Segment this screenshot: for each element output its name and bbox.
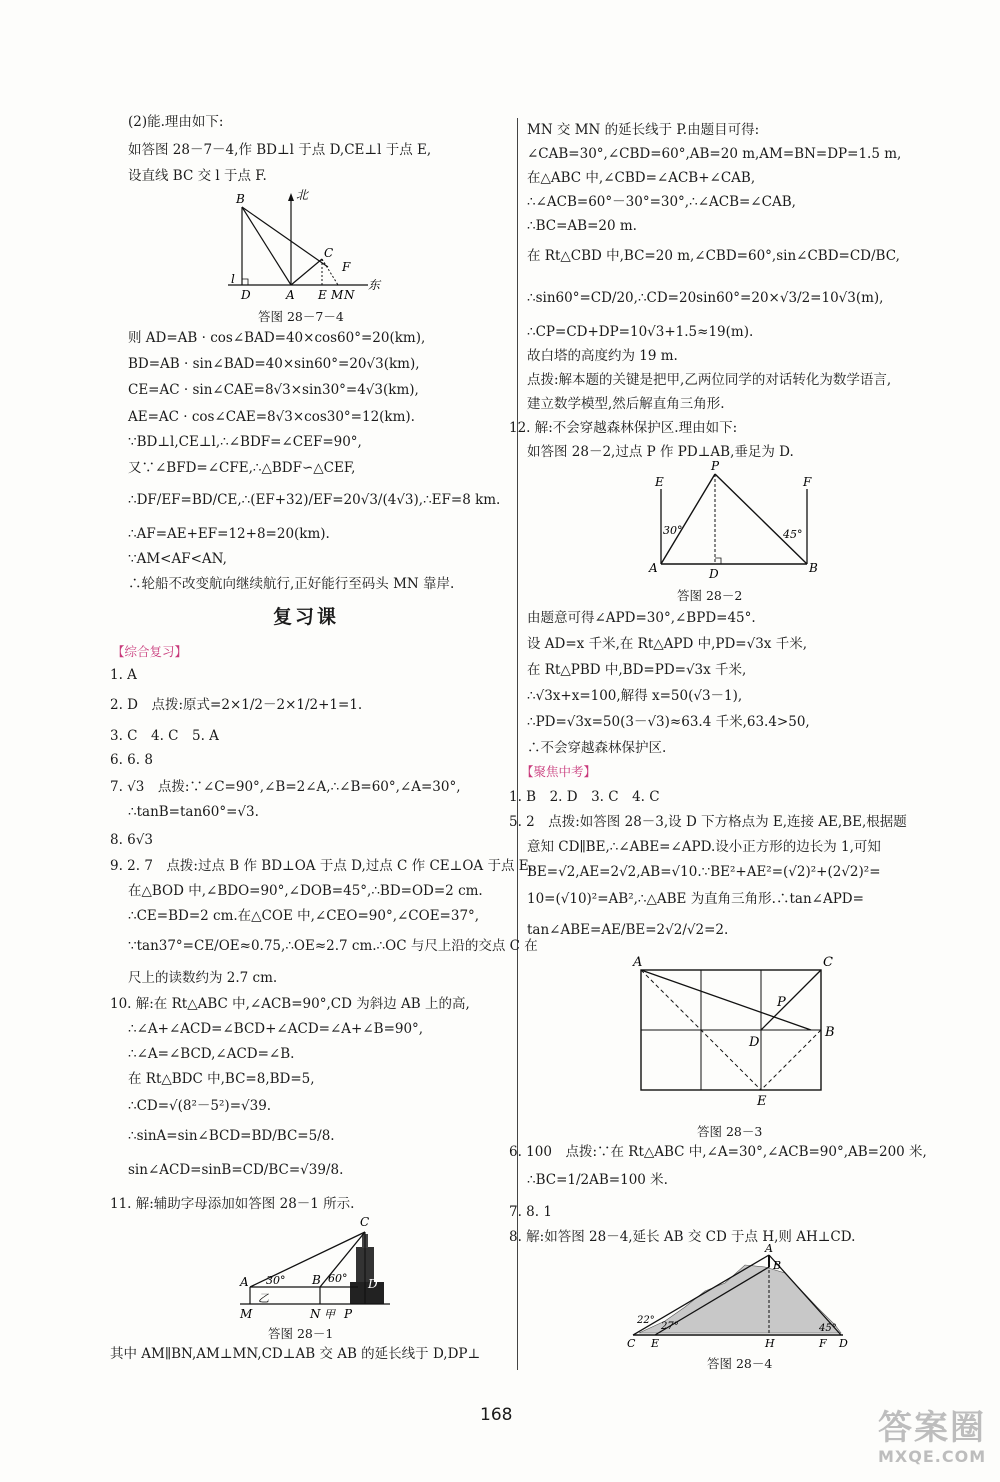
label-text: E xyxy=(757,1094,767,1109)
answer-line: 5. 2 点拨:如答图 28－3,设 D 下方格点为 E,连接 AE,BE,根据题 xyxy=(509,814,907,830)
label-text: 45° xyxy=(783,528,803,541)
figure-28-4 xyxy=(625,1242,850,1350)
label-text: C xyxy=(627,1337,636,1350)
text-line: 其中 AM∥BN,AM⊥MN,CD⊥AB 交 AB 的延长线于 D,DP⊥ xyxy=(110,1346,481,1362)
text-line: ∴DF/EF=BD/CE,∴(EF+32)/EF=20√3/(4√3),∴EF=8 km. xyxy=(128,492,501,508)
text-line: tan∠ABE=AE/BE=2√2/√2=2. xyxy=(527,922,729,938)
label-text: A xyxy=(286,288,295,302)
label-text: B xyxy=(312,1273,321,1287)
text-line: 如答图 28－2,过点 P 作 PD⊥AB,垂足为 D. xyxy=(527,444,794,460)
answer-line: 9. 2. 7 点拨:过点 B 作 BD⊥OA 于点 D,过点 C 作 CE⊥OA 于点 E. xyxy=(110,858,533,874)
column-divider xyxy=(517,118,518,1370)
label-text: D xyxy=(839,1337,848,1350)
section-tag: 【聚焦中考】 xyxy=(521,764,597,779)
text-line: BE=√2,AE=2√2,AB=√10.∵BE²+AE²=(√2)²+(2√2)²= xyxy=(527,864,881,880)
figure-caption: 答图 28－3 xyxy=(697,1124,763,1139)
label-text: C xyxy=(823,955,833,970)
figure-caption: 答图 28－7－4 xyxy=(258,309,344,324)
label-text: D xyxy=(241,288,251,302)
label-text: P xyxy=(777,995,786,1010)
label-text: D xyxy=(709,567,719,581)
text-line: ∴不会穿越森林保护区. xyxy=(527,740,667,756)
label-text: 22° xyxy=(637,1315,655,1326)
label-text: F xyxy=(342,260,351,274)
label-text: E xyxy=(651,1337,660,1350)
answer-line: ∴CD=√(8²－5²)=√39. xyxy=(128,1098,272,1114)
answer-line: 6. 6. 8 xyxy=(110,752,153,768)
text-line: (2)能.理由如下: xyxy=(128,114,224,130)
label-text: D xyxy=(749,1035,760,1050)
figure-28-2 xyxy=(645,459,825,581)
answer-line: ∴sinA=sin∠BCD=BD/BC=5/8. xyxy=(128,1128,335,1144)
answer-line: sin∠ACD=sinB=CD/BC=√39/8. xyxy=(128,1162,344,1178)
answer-line: 3. C 4. C 5. A xyxy=(110,728,219,744)
figure-28-1 xyxy=(240,1212,400,1322)
text-line: ∴轮船不改变航向继续航行,正好能行至码头 MN 靠岸. xyxy=(128,576,455,592)
label-text: 东 xyxy=(368,278,381,292)
answer-line: 7. 8. 1 xyxy=(509,1204,552,1220)
figure-caption: 答图 28－1 xyxy=(268,1326,334,1341)
label-text: B xyxy=(825,1025,835,1040)
label-text: A xyxy=(633,955,643,970)
answer-line: 8. 6√3 xyxy=(110,832,153,848)
text-line: BD=AB · sin∠BAD=40×sin60°=20√3(km), xyxy=(128,356,420,372)
answer-line: 12. 解:不会穿越森林保护区.理由如下: xyxy=(509,420,738,436)
watermark-logo xyxy=(878,1400,986,1466)
label-text: M xyxy=(331,288,344,302)
label-text: B xyxy=(773,1259,782,1272)
label-text: l xyxy=(231,272,235,286)
answer-line: 6. 100 点拨:∵在 Rt△ABC 中,∠A=30°,∠ACB=90°,AB=200 米, xyxy=(509,1144,927,1160)
text-line: ∵AM<AF<AN, xyxy=(128,551,227,567)
text-line: 如答图 28－7－4,作 BD⊥l 于点 D,CE⊥l 于点 E, xyxy=(128,142,432,158)
text-line: 在 Rt△PBD 中,BD=PD=√3x 千米, xyxy=(527,662,747,678)
label-text: 60° xyxy=(328,1272,348,1285)
text-line: AE=AC · cos∠CAE=8√3×cos30°=12(km). xyxy=(128,409,415,425)
text-line: CE=AC · sin∠CAE=8√3×sin30°=4√3(km), xyxy=(128,382,419,398)
answer-line: 7. √3 点拨:∵∠C=90°,∠B=2∠A,∴∠B=60°,∠A=30°, xyxy=(110,779,461,795)
answer-line: 8. 解:如答图 28－4,延长 AB 交 CD 于点 H,则 AH⊥CD. xyxy=(509,1229,856,1245)
label-text: F xyxy=(819,1337,827,1350)
text-line: 由题意可得∠APD=30°,∠BPD=45°. xyxy=(527,610,756,626)
answer-line: 在△BOD 中,∠BDO=90°,∠DOB=45°,∴BD=OD=2 cm. xyxy=(128,883,483,899)
text-line: ∴√3x+x=100,解得 x=50(√3－1), xyxy=(527,688,743,704)
label-text: M xyxy=(240,1307,253,1321)
watermark-text: 答案圈 xyxy=(878,1408,986,1448)
page-number: 168 xyxy=(480,1405,513,1425)
answer-line: 1. A xyxy=(110,667,137,683)
text-line: ∴AF=AE+EF=12+8=20(km). xyxy=(128,526,330,542)
watermark-url: MXQE.COM xyxy=(878,1447,987,1466)
label-text: 30° xyxy=(266,1274,286,1287)
text-line: 意知 CD∥BE,∴∠ABE=∠APD.设小正方形的边长为 1,可知 xyxy=(527,839,881,855)
text-line: ∴PD=√3x=50(3－√3)≈63.4 千米,63.4>50, xyxy=(527,714,810,730)
label-text: E xyxy=(318,288,327,302)
answer-line: ∴∠A+∠ACD=∠BCD+∠ACD=∠A+∠B=90°, xyxy=(128,1021,424,1037)
answer-line: 尺上的读数约为 2.7 cm. xyxy=(128,970,278,986)
text-line: 设直线 BC 交 l 于点 F. xyxy=(128,168,267,184)
text-line: ∴CP=CD+DP=10√3+1.5≈19(m). xyxy=(527,324,754,340)
label-text: 甲 xyxy=(324,1308,335,1321)
text-line: 则 AD=AB · cos∠BAD=40×cos60°=20(km), xyxy=(128,330,426,346)
label-text: 北 xyxy=(296,188,309,202)
answer-line: ∴∠A=∠BCD,∠ACD=∠B. xyxy=(128,1046,295,1062)
label-text: D xyxy=(368,1277,378,1291)
label-text: A xyxy=(649,561,658,575)
label-text: A xyxy=(765,1242,773,1255)
section-tag: 【综合复习】 xyxy=(112,644,188,659)
label-text: A xyxy=(240,1275,249,1289)
answer-line: 11. 解:辅助字母添加如答图 28－1 所示. xyxy=(110,1196,355,1212)
label-text: H xyxy=(765,1337,775,1350)
answer-line: ∴tanB=tan60°=√3. xyxy=(128,804,259,820)
text-line: 建立数学模型,然后解直角三角形. xyxy=(527,396,725,412)
text-line: 又∵∠BFD=∠CFE,∴△BDF∽△CEF, xyxy=(128,460,356,476)
figure-28-7-4 xyxy=(228,187,381,307)
label-text: B xyxy=(809,561,818,575)
text-line: ∴BC=AB=20 m. xyxy=(527,218,637,234)
text-line: ∴∠ACB=60°－30°=30°,∴∠ACB=∠CAB, xyxy=(527,194,796,210)
section-title: 复习课 xyxy=(273,606,340,628)
text-line: 在△ABC 中,∠CBD=∠ACB+∠CAB, xyxy=(527,170,756,186)
text-line: MN 交 MN 的延长线于 P.由题目可得: xyxy=(527,122,760,138)
label-text: 27° xyxy=(661,1321,679,1332)
label-text: 30° xyxy=(663,524,683,537)
label-text: P xyxy=(711,459,720,473)
answer-line: 10. 解:在 Rt△ABC 中,∠ACB=90°,CD 为斜边 AB 上的高, xyxy=(110,996,470,1012)
label-text: C xyxy=(360,1215,370,1229)
label-text: 45° xyxy=(819,1323,837,1334)
text-line: 故白塔的高度约为 19 m. xyxy=(527,348,678,364)
text-line: ∠CAB=30°,∠CBD=60°,AB=20 m,AM=BN=DP=1.5 m, xyxy=(527,146,902,162)
answer-line: ∵tan37°=CE/OE≈0.75,∴OE≈2.7 cm.∴OC 与尺上沿的交点 C 在 xyxy=(128,938,538,954)
text-line: ∴BC=1/2AB=100 米. xyxy=(527,1172,668,1188)
text-line: 设 AD=x 千米,在 Rt△APD 中,PD=√3x 千米, xyxy=(527,636,807,652)
label-text: 乙 xyxy=(258,1292,269,1305)
text-line: 在 Rt△CBD 中,BC=20 m,∠CBD=60°,sin∠CBD=CD/BC, xyxy=(527,248,900,264)
figure-28-3 xyxy=(627,955,837,1110)
answer-line: 1. B 2. D 3. C 4. C xyxy=(509,789,660,805)
answer-line: 2. D 点拨:原式=2×1/2－2×1/2+1=1. xyxy=(110,697,363,713)
label-text: P xyxy=(344,1307,353,1321)
label-text: F xyxy=(803,475,812,489)
text-line: 10=(√10)²=AB²,∴△ABE 为直角三角形.∴tan∠APD= xyxy=(527,891,864,907)
label-text: B xyxy=(236,192,245,206)
text-line: 点拨:解本题的关键是把甲,乙两位同学的对话转化为数学语言, xyxy=(527,372,892,388)
text-line: ∴sin60°=CD/20,∴CD=20sin60°=20×√3/2=10√3(m), xyxy=(527,290,884,306)
answer-line: ∴CE=BD=2 cm.在△COE 中,∠CEO=90°,∠COE=37°, xyxy=(128,908,480,924)
text-line: ∵BD⊥l,CE⊥l,∴∠BDF=∠CEF=90°, xyxy=(128,434,362,450)
label-text: E xyxy=(655,475,664,489)
figure-caption: 答图 28－4 xyxy=(707,1356,773,1371)
label-text: N xyxy=(344,288,355,302)
figure-caption: 答图 28－2 xyxy=(677,588,743,603)
answer-line: 在 Rt△BDC 中,BC=8,BD=5, xyxy=(128,1071,315,1087)
label-text: C xyxy=(324,246,334,260)
label-text: N xyxy=(310,1307,321,1321)
